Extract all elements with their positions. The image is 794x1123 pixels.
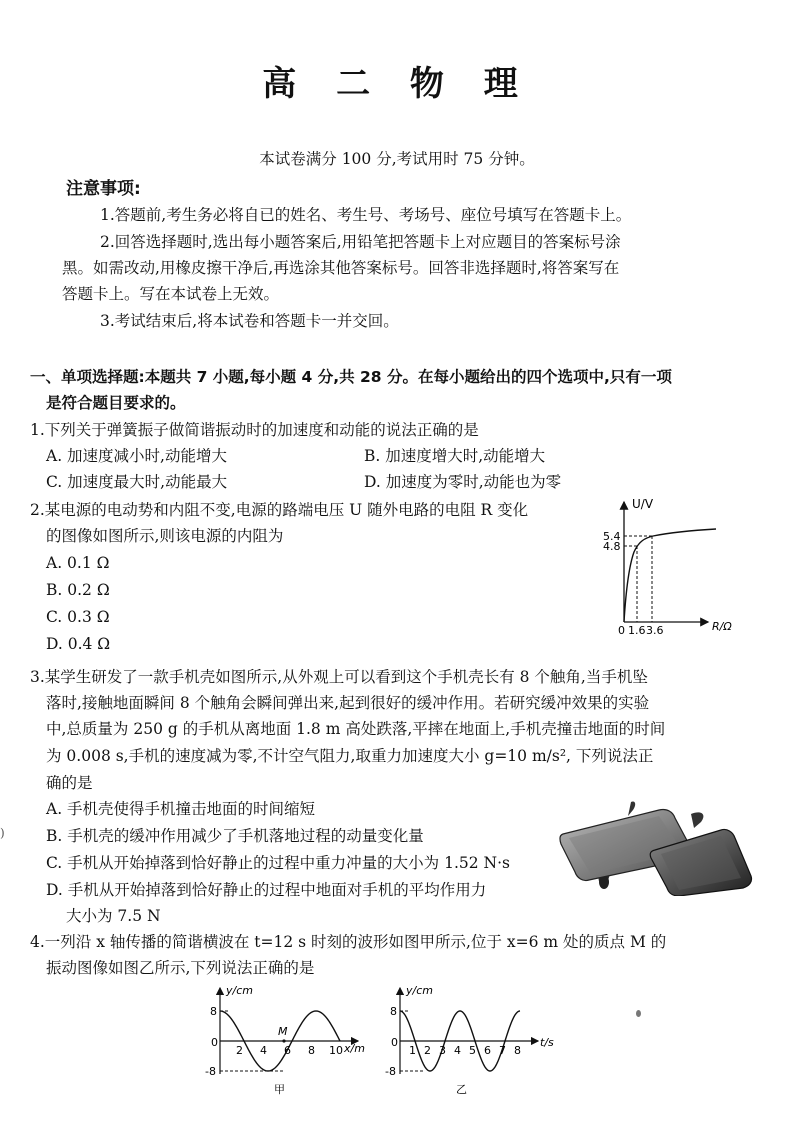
q4-stem-2: 振动图像如图乙所示,下列说法正确的是	[46, 959, 315, 977]
tick-t: 7	[499, 1044, 506, 1057]
exam-info: 本试卷满分 100 分,考试用时 75 分钟。	[259, 150, 535, 168]
q3-stem-3: 中,总质量为 250 g 的手机从离地面 1.8 m 高处跌落,平摔在地面上,手机壳撞击地面的时间	[46, 720, 666, 738]
y-axis-label: y/cm	[226, 984, 253, 997]
y-axis-label: U/V	[632, 497, 654, 511]
tick-t: 6	[484, 1044, 491, 1057]
notice-item-3: 3.考试结束后,将本试卷和答题卡一并交回。	[100, 312, 399, 330]
q1-option-b: B. 加速度增大时,动能增大	[364, 447, 546, 465]
page-title: 高 二 物 理	[262, 64, 532, 104]
notice-item-2: 2.回答选择题时,选出每小题答案后,用铅笔把答题卡上对应题目的答案标号涂	[100, 233, 621, 251]
y-axis-label: y/cm	[406, 984, 433, 997]
q3-option-d-cont: 大小为 7.5 N	[66, 907, 161, 925]
tick-36: 3.6	[646, 624, 664, 637]
ink-dot	[636, 1010, 641, 1017]
tick-16: 1.6	[628, 624, 646, 637]
x-axis-label: t/s	[540, 1036, 554, 1049]
x-axis-label: x/m	[344, 1042, 365, 1055]
tick-origin: 0	[391, 1036, 398, 1049]
tick-54: 5.4	[603, 530, 621, 543]
q3-option-d: D. 手机从开始掉落到恰好静止的过程中地面对手机的平均作用力	[46, 881, 487, 899]
tick-neg8: -8	[385, 1065, 396, 1078]
q1-option-c: C. 加速度最大时,动能最大	[46, 473, 228, 491]
q3-stem: 3.某学生研发了一款手机壳如图所示,从外观上可以看到这个手机壳长有 8 个触角,当手机坠	[30, 668, 648, 686]
graph-caption: 甲	[274, 1083, 285, 1096]
q2-stem-cont: 的图像如图所示,则该电源的内阻为	[46, 527, 284, 545]
tick-8: 8	[210, 1005, 217, 1018]
tick-x: 6	[284, 1044, 291, 1057]
tick-origin: 0	[211, 1036, 218, 1049]
ur-curve	[624, 529, 716, 622]
tick-48: 4.8	[603, 540, 621, 553]
tick-origin: 0	[618, 624, 625, 637]
q1-stem: 1.下列关于弹簧振子做简谐振动时的加速度和动能的说法正确的是	[30, 421, 479, 439]
point-m-label: M	[278, 1025, 288, 1038]
tick-t: 5	[469, 1044, 476, 1057]
tick-t: 4	[454, 1044, 461, 1057]
q3-stem-5: 确的是	[46, 774, 93, 792]
q4-vibration-graph	[378, 982, 564, 1098]
tick-x: 8	[308, 1044, 315, 1057]
q3-option-c: C. 手机从开始掉落到恰好静止的过程中重力冲量的大小为 1.52 N·s	[46, 854, 510, 872]
x-axis-label: R/Ω	[712, 620, 732, 633]
q2-option-a: A. 0.1 Ω	[46, 554, 110, 572]
q3-option-a: A. 手机壳使得手机撞击地面的时间缩短	[46, 800, 316, 818]
margin-mark: )	[0, 826, 5, 840]
q2-option-c: C. 0.3 Ω	[46, 608, 110, 626]
notice-item-2-cont: 黑。如需改动,用橡皮擦干净后,再选涂其他答案标号。回答非选择题时,将答案写在	[62, 259, 620, 277]
section-heading: 一、单项选择题:本题共 7 小题,每小题 4 分,共 28 分。在每小题给出的四个选项中,只有一项	[30, 368, 672, 386]
tick-t: 2	[424, 1044, 431, 1057]
q1-option-d: D. 加速度为零时,动能也为零	[364, 473, 562, 491]
q2-option-d: D. 0.4 Ω	[46, 635, 111, 653]
notice-heading: 注意事项:	[66, 179, 141, 199]
phone-case-illustration	[555, 800, 755, 896]
tick-8: 8	[390, 1005, 397, 1018]
tick-x: 4	[260, 1044, 267, 1057]
tick-t: 3	[439, 1044, 446, 1057]
notice-item-2-cont2: 答题卡上。写在本试卷上无效。	[62, 285, 280, 303]
q3-option-b: B. 手机壳的缓冲作用减少了手机落地过程的动量变化量	[46, 827, 424, 845]
tick-x: 10	[329, 1044, 343, 1057]
section-heading-cont: 是符合题目要求的。	[46, 394, 186, 412]
tick-x: 2	[236, 1044, 243, 1057]
q4-wave-graph	[198, 982, 376, 1098]
tick-t: 1	[409, 1044, 416, 1057]
q2-stem: 2.某电源的电动势和内阻不变,电源的路端电压 U 随外电路的电阻 R 变化	[30, 501, 529, 519]
q3-stem-2: 落时,接触地面瞬间 8 个触角会瞬间弹出来,起到很好的缓冲作用。若研究缓冲效果的实验	[46, 694, 650, 712]
q2-ur-graph	[598, 494, 758, 640]
q4-stem: 4.一列沿 x 轴传播的简谐横波在 t=12 s 时刻的波形如图甲所示,位于 x=6 m 处的质点 M 的	[30, 933, 667, 951]
tick-neg8: -8	[205, 1065, 216, 1078]
tick-t: 8	[514, 1044, 521, 1057]
q2-option-b: B. 0.2 Ω	[46, 581, 110, 599]
notice-item-1: 1.答题前,考生务必将自已的姓名、考生号、考场号、座位号填写在答题卡上。	[100, 206, 632, 224]
point-m	[282, 1039, 285, 1042]
q1-option-a: A. 加速度减小时,动能增大	[46, 447, 227, 465]
graph-caption: 乙	[456, 1083, 467, 1096]
q3-stem-4: 为 0.008 s,手机的速度减为零,不计空气阻力,取重力加速度大小 g=10 m/s², 下列说法正	[46, 747, 654, 765]
